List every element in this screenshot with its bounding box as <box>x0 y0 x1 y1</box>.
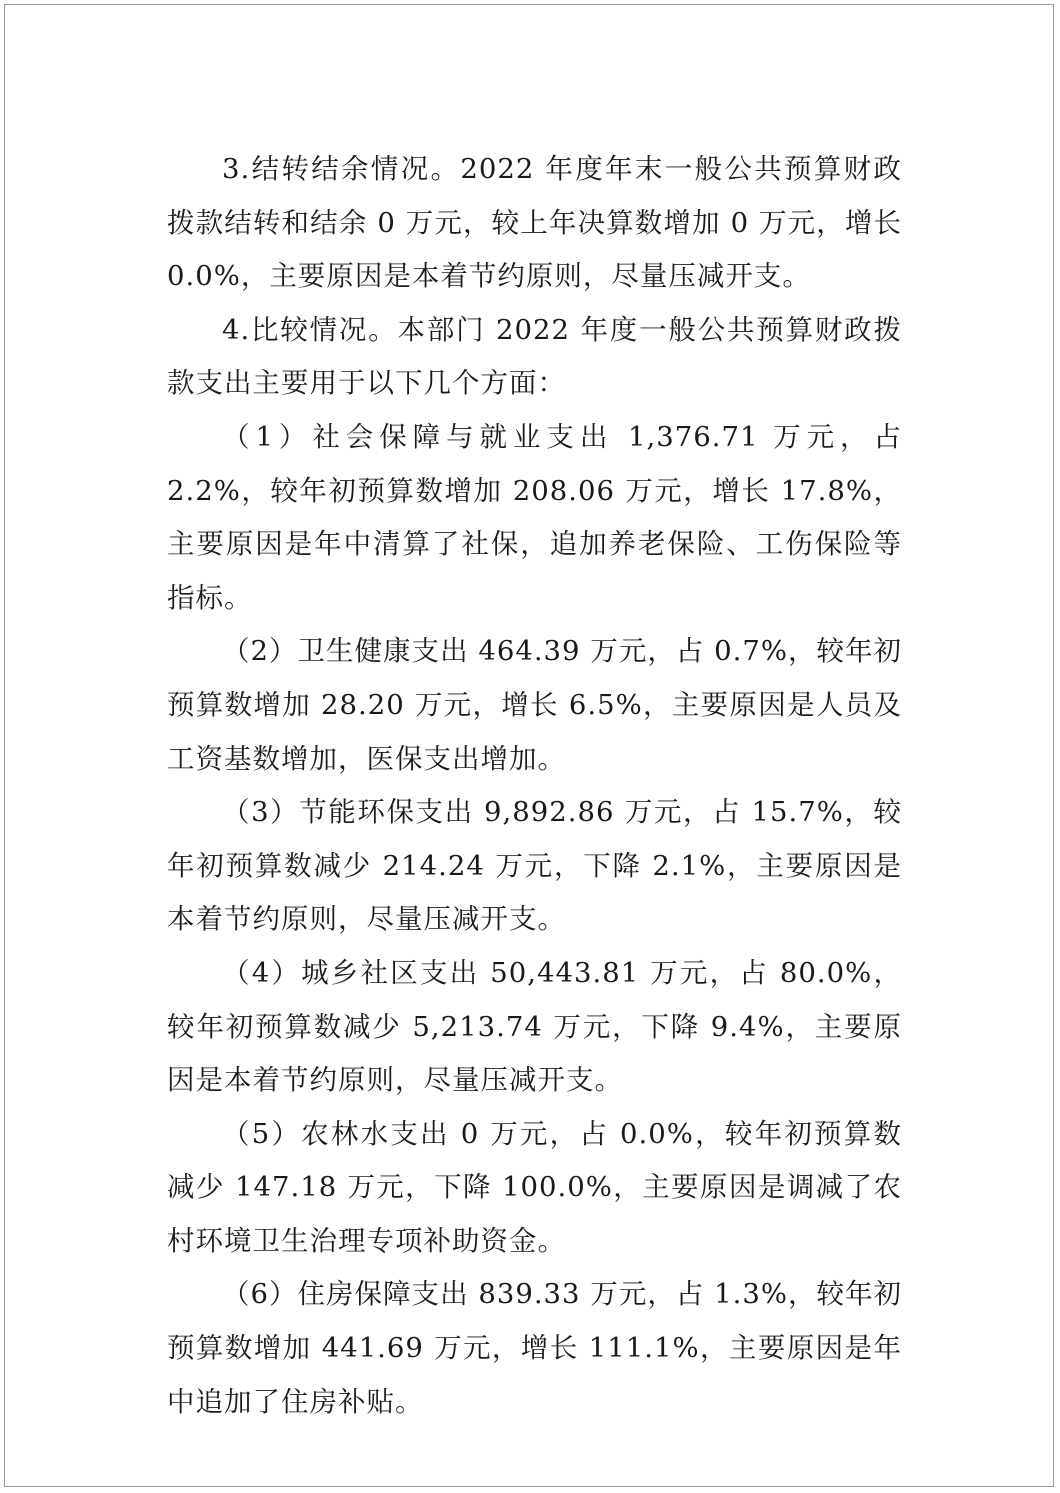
paragraph-comparison-intro: 4.比较情况。本部门 2022 年度一般公共预算财政拨款支出主要用于以下几个方面： <box>167 313 902 400</box>
paragraph-agriculture-forestry-water: （5）农林水支出 0 万元，占 0.0%，较年初预算数减少 147.18 万元，下降 100.0%，主要原因是调减了农村环境卫生治理专项补助资金。 <box>167 1117 902 1257</box>
document-body <box>167 143 902 1429</box>
paragraph-carryover-balance: 3.结转结余情况。2022 年度年末一般公共预算财政拨款结转和结余 0 万元，较上年决算数增加 0 万元，增长 0.0%，主要原因是本着节约原则，尽量压减开支。 <box>167 153 902 293</box>
paragraph-urban-rural-community: （4）城乡社区支出 50,443.81 万元，占 80.0%，较年初预算数减少 5,213.74 万元，下降 9.4%，主要原因是本着节约原则，尽量压减开支。 <box>167 956 902 1097</box>
document-page <box>4 4 1054 1487</box>
paragraph-energy-environment: （3）节能环保支出 9,892.86 万元，占 15.7%，较年初预算数减少 214.24 万元，下降 2.1%，主要原因是本着节约原则，尽量压减开支。 <box>167 796 902 936</box>
paragraph-housing-security: （6）住房保障支出 839.33 万元，占 1.3%，较年初预算数增加 441.69 万元，增长 111.1%，主要原因是年中追加了住房补贴。 <box>167 1278 902 1418</box>
paragraph-health: （2）卫生健康支出 464.39 万元，占 0.7%，较年初预算数增加 28.20 万元，增长 6.5%，主要原因是人员及工资基数增加，医保支出增加。 <box>167 635 902 775</box>
paragraph-social-security: （1）社会保障与就业支出 1,376.71 万元，占 2.2%，较年初预算数增加 208.06 万元，增长 17.8%，主要原因是年中清算了社保，追加养老保险、工伤保险等指标。 <box>167 420 902 614</box>
